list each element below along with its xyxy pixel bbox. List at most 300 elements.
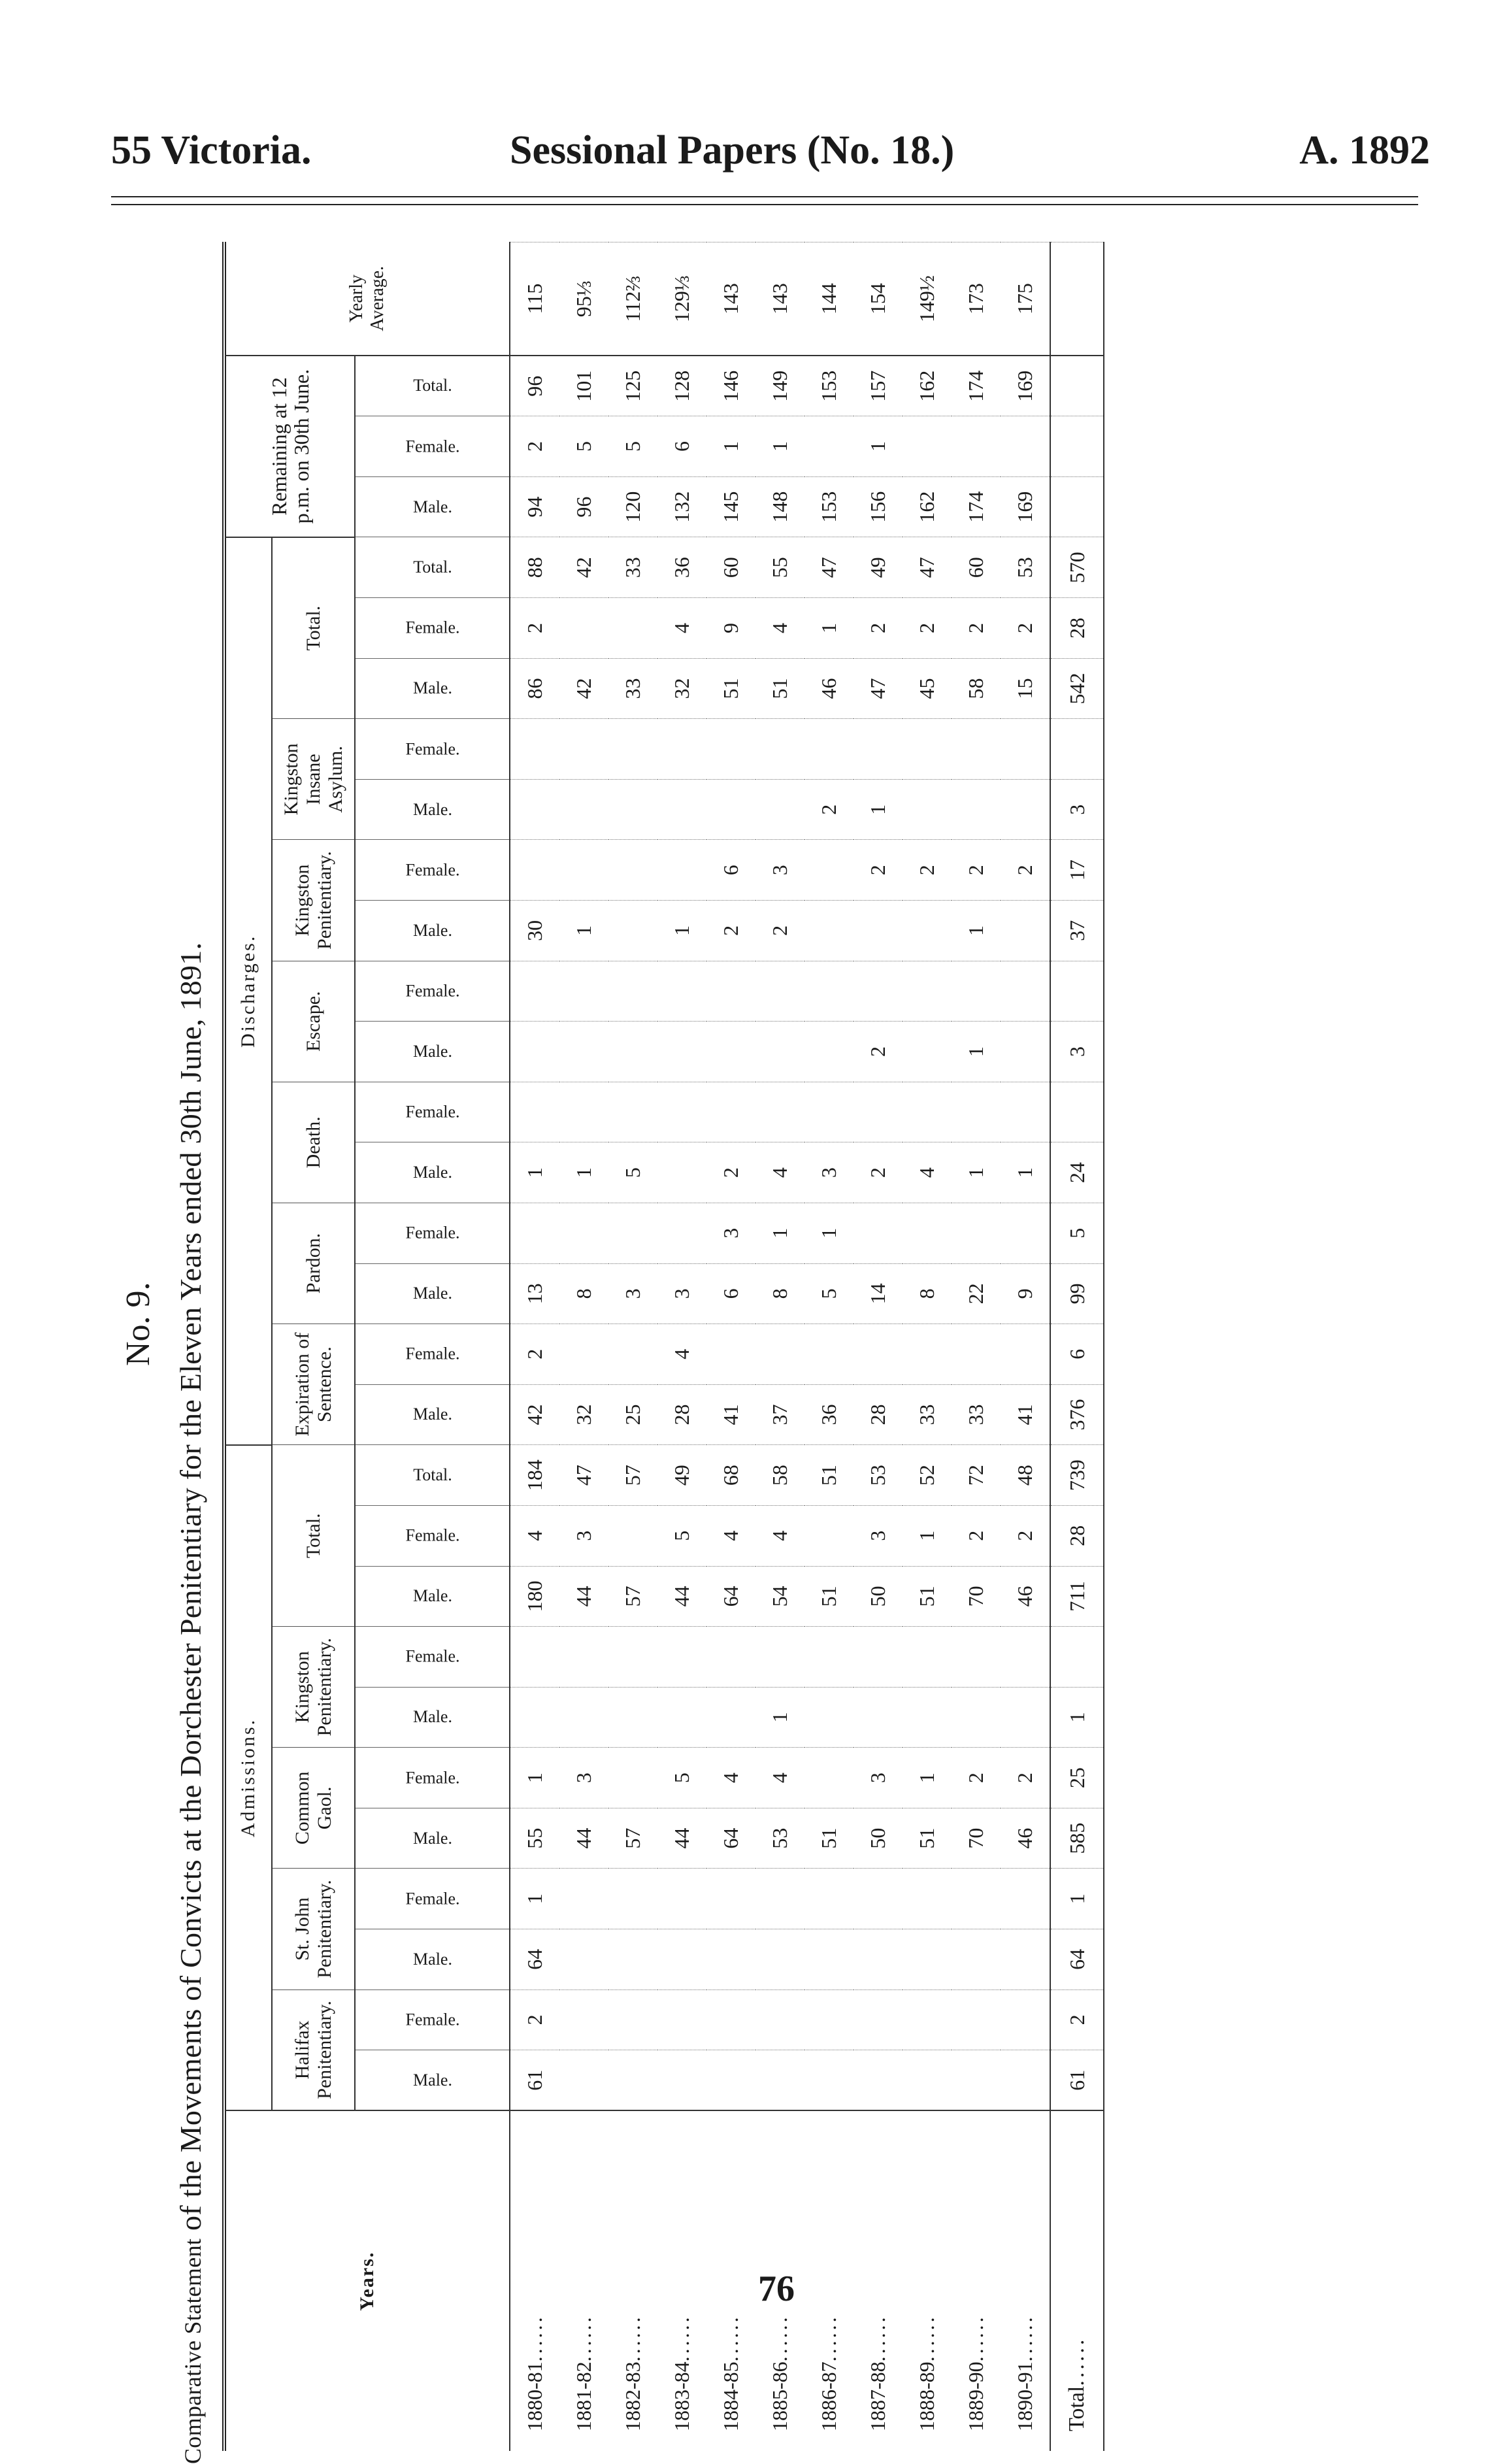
value-cell bbox=[804, 1505, 854, 1566]
value-cell bbox=[804, 1022, 854, 1082]
value-cell bbox=[657, 1082, 706, 1142]
value-cell bbox=[952, 1627, 1001, 1688]
total-col-header: Total. bbox=[355, 1445, 510, 1506]
value-cell bbox=[1050, 1627, 1104, 1688]
value-cell: 101 bbox=[559, 356, 608, 416]
value-cell: 1 bbox=[510, 1869, 559, 1929]
year-label: 1881-82 bbox=[572, 2361, 595, 2431]
value-cell bbox=[755, 961, 804, 1022]
value-cell: 3 bbox=[1050, 779, 1104, 840]
adm-total-header: Total. bbox=[272, 1445, 355, 1627]
value-cell bbox=[755, 779, 804, 840]
male-header: Male. bbox=[355, 1808, 510, 1869]
yearly-average-cell: 115 bbox=[510, 242, 559, 356]
value-cell: 1 bbox=[854, 779, 903, 840]
value-cell bbox=[804, 2050, 854, 2111]
table-row bbox=[854, 242, 903, 2452]
year-label: 1889-90 bbox=[964, 2361, 987, 2431]
value-cell bbox=[706, 1082, 755, 1142]
value-cell: 14 bbox=[854, 1263, 903, 1324]
value-cell bbox=[903, 1324, 952, 1385]
year-label: 1888-89 bbox=[915, 2361, 938, 2431]
value-cell bbox=[608, 2050, 657, 2111]
value-cell: 28 bbox=[1050, 598, 1104, 659]
value-cell bbox=[657, 719, 706, 780]
value-cell: 5 bbox=[1050, 1203, 1104, 1263]
value-cell: 46 bbox=[1001, 1566, 1050, 1627]
value-cell: 70 bbox=[952, 1566, 1001, 1627]
value-cell bbox=[510, 1687, 559, 1748]
female-header: Female. bbox=[355, 598, 510, 659]
value-cell bbox=[903, 1082, 952, 1142]
value-cell bbox=[608, 598, 657, 659]
value-cell: 1 bbox=[755, 1203, 804, 1263]
value-cell bbox=[1001, 779, 1050, 840]
value-cell: 169 bbox=[1001, 476, 1050, 537]
female-header: Female. bbox=[355, 719, 510, 780]
total-col-header: Total. bbox=[355, 537, 510, 598]
admissions-header: Admissions. bbox=[225, 1445, 272, 2111]
value-cell: 8 bbox=[903, 1263, 952, 1324]
value-cell: 4 bbox=[755, 598, 804, 659]
document-number: No. 9. bbox=[120, 1282, 157, 1366]
value-cell bbox=[657, 840, 706, 901]
value-cell bbox=[706, 779, 755, 840]
value-cell bbox=[510, 719, 559, 780]
value-cell bbox=[854, 901, 903, 961]
value-cell: 1 bbox=[1050, 1687, 1104, 1748]
page-header bbox=[111, 127, 1430, 180]
year-cell: 1881-82...... bbox=[559, 2110, 608, 2451]
value-cell: 120 bbox=[608, 476, 657, 537]
value-cell: 1 bbox=[755, 1687, 804, 1748]
value-cell: 174 bbox=[952, 476, 1001, 537]
table-row bbox=[657, 242, 706, 2452]
total-row bbox=[1050, 242, 1104, 2452]
yearly-average-cell: 129⅓ bbox=[657, 242, 706, 356]
male-header: Male. bbox=[355, 1687, 510, 1748]
yearly-average-cell: 154 bbox=[854, 242, 903, 356]
value-cell: 2 bbox=[510, 1324, 559, 1385]
value-cell bbox=[1001, 1022, 1050, 1082]
value-cell bbox=[608, 1929, 657, 1990]
value-cell: 32 bbox=[657, 658, 706, 719]
value-cell: 49 bbox=[657, 1445, 706, 1506]
value-cell: 47 bbox=[854, 658, 903, 719]
kingston-adm-header: Kingston Penitentiary. bbox=[272, 1627, 355, 1748]
value-cell bbox=[1050, 416, 1104, 477]
value-cell: 2 bbox=[854, 598, 903, 659]
value-cell bbox=[755, 1627, 804, 1688]
value-cell: 88 bbox=[510, 537, 559, 598]
header-rule-2 bbox=[111, 204, 1418, 205]
value-cell bbox=[804, 1687, 854, 1748]
yearly-average-cell: 95⅓ bbox=[559, 242, 608, 356]
value-cell bbox=[804, 1082, 854, 1142]
value-cell: 60 bbox=[706, 537, 755, 598]
value-cell bbox=[510, 779, 559, 840]
value-cell bbox=[755, 719, 804, 780]
value-cell: 9 bbox=[1001, 1263, 1050, 1324]
value-cell: 44 bbox=[559, 1808, 608, 1869]
value-cell: 711 bbox=[1050, 1566, 1104, 1627]
value-cell bbox=[510, 840, 559, 901]
value-cell bbox=[1001, 1869, 1050, 1929]
value-cell: 169 bbox=[1001, 356, 1050, 416]
value-cell: 1 bbox=[559, 901, 608, 961]
value-cell bbox=[854, 1687, 903, 1748]
value-cell bbox=[608, 1324, 657, 1385]
value-cell: 64 bbox=[1050, 1929, 1104, 1990]
value-cell: 2 bbox=[1001, 1505, 1050, 1566]
value-cell: 3 bbox=[804, 1142, 854, 1203]
title-rest: of the Movements of Convicts at the Dorchester Penitentiary for the Eleven Years ended 30th June, 1891. bbox=[174, 942, 207, 2239]
value-cell: 49 bbox=[854, 537, 903, 598]
value-cell bbox=[559, 1082, 608, 1142]
value-cell: 57 bbox=[608, 1445, 657, 1506]
year-label: 1890-91 bbox=[1013, 2361, 1036, 2431]
value-cell bbox=[952, 1324, 1001, 1385]
value-cell: 51 bbox=[804, 1445, 854, 1506]
value-cell: 2 bbox=[854, 1022, 903, 1082]
page-number: 76 bbox=[758, 2269, 795, 2309]
value-cell: 33 bbox=[608, 658, 657, 719]
value-cell bbox=[608, 1082, 657, 1142]
value-cell: 585 bbox=[1050, 1808, 1104, 1869]
value-cell bbox=[804, 719, 854, 780]
value-cell: 1 bbox=[510, 1748, 559, 1808]
female-header: Female. bbox=[355, 416, 510, 477]
value-cell: 2 bbox=[952, 1748, 1001, 1808]
value-cell: 58 bbox=[952, 658, 1001, 719]
year-label: 1886-87 bbox=[817, 2361, 840, 2431]
value-cell: 149 bbox=[755, 356, 804, 416]
title-small-caps: Comparative Statement bbox=[180, 2238, 206, 2464]
value-cell bbox=[804, 1748, 854, 1808]
value-cell bbox=[559, 779, 608, 840]
value-cell bbox=[608, 1203, 657, 1263]
value-cell: 4 bbox=[657, 1324, 706, 1385]
years-header: Years. bbox=[225, 2110, 510, 2451]
value-cell bbox=[559, 1990, 608, 2050]
value-cell: 51 bbox=[755, 658, 804, 719]
value-cell: 15 bbox=[1001, 658, 1050, 719]
value-cell: 45 bbox=[903, 658, 952, 719]
value-cell: 162 bbox=[903, 476, 952, 537]
value-cell bbox=[608, 1869, 657, 1929]
value-cell: 64 bbox=[510, 1929, 559, 1990]
value-cell bbox=[1001, 1324, 1050, 1385]
female-header: Female. bbox=[355, 1990, 510, 2050]
value-cell: 2 bbox=[510, 1990, 559, 2050]
value-cell bbox=[1001, 1687, 1050, 1748]
value-cell: 53 bbox=[1001, 537, 1050, 598]
value-cell: 96 bbox=[510, 356, 559, 416]
value-cell: 13 bbox=[510, 1263, 559, 1324]
table-row bbox=[1001, 242, 1050, 2452]
statement-table bbox=[225, 242, 1104, 2451]
value-cell: 25 bbox=[608, 1384, 657, 1445]
value-cell bbox=[1001, 1627, 1050, 1688]
value-cell: 2 bbox=[1001, 840, 1050, 901]
value-cell: 24 bbox=[1050, 1142, 1104, 1203]
death-header: Death. bbox=[272, 1082, 355, 1203]
dis-total-header: Total. bbox=[272, 537, 355, 719]
yearly-average-header: Yearly Average. bbox=[225, 242, 510, 356]
value-cell: 58 bbox=[755, 1445, 804, 1506]
value-cell: 5 bbox=[559, 416, 608, 477]
female-header: Female. bbox=[355, 1748, 510, 1808]
value-cell: 4 bbox=[706, 1505, 755, 1566]
table-row bbox=[952, 242, 1001, 2452]
value-cell: 28 bbox=[854, 1384, 903, 1445]
total-col-header: Total. bbox=[355, 356, 510, 416]
discharges-header: Discharges. bbox=[225, 537, 272, 1445]
value-cell bbox=[804, 1869, 854, 1929]
value-cell: 180 bbox=[510, 1566, 559, 1627]
value-cell bbox=[854, 2050, 903, 2111]
value-cell: 6 bbox=[706, 840, 755, 901]
value-cell bbox=[952, 779, 1001, 840]
yearly-average-cell bbox=[1050, 242, 1104, 356]
value-cell: 739 bbox=[1050, 1445, 1104, 1506]
value-cell bbox=[559, 840, 608, 901]
value-cell bbox=[657, 1687, 706, 1748]
value-cell bbox=[1050, 356, 1104, 416]
year-label: 1884-85 bbox=[719, 2361, 742, 2431]
table-row bbox=[706, 242, 755, 2452]
table-row bbox=[559, 242, 608, 2452]
value-cell bbox=[1001, 1082, 1050, 1142]
value-cell: 3 bbox=[608, 1263, 657, 1324]
value-cell: 36 bbox=[657, 537, 706, 598]
value-cell bbox=[657, 779, 706, 840]
value-cell bbox=[608, 719, 657, 780]
year-label: Total bbox=[1065, 2386, 1089, 2431]
value-cell: 2 bbox=[706, 901, 755, 961]
value-cell: 1 bbox=[903, 1748, 952, 1808]
value-cell: 96 bbox=[559, 476, 608, 537]
value-cell: 64 bbox=[706, 1808, 755, 1869]
year-label: 1880-81 bbox=[523, 2361, 546, 2431]
value-cell: 53 bbox=[755, 1808, 804, 1869]
year-cell: 1886-87...... bbox=[804, 2110, 854, 2451]
value-cell bbox=[559, 1627, 608, 1688]
common-gaol-header: Common Gaol. bbox=[272, 1748, 355, 1869]
female-header: Female. bbox=[355, 1203, 510, 1263]
value-cell: 2 bbox=[510, 598, 559, 659]
value-cell bbox=[559, 598, 608, 659]
value-cell bbox=[559, 719, 608, 780]
value-cell bbox=[755, 1929, 804, 1990]
insane-asylum-header: Kingston Insane Asylum. bbox=[272, 719, 355, 840]
value-cell bbox=[1001, 1990, 1050, 2050]
value-cell: 32 bbox=[559, 1384, 608, 1445]
value-cell: 33 bbox=[608, 537, 657, 598]
value-cell bbox=[510, 1203, 559, 1263]
female-header: Female. bbox=[355, 1082, 510, 1142]
value-cell: 55 bbox=[755, 537, 804, 598]
value-cell: 2 bbox=[854, 840, 903, 901]
value-cell: 3 bbox=[854, 1505, 903, 1566]
value-cell: 46 bbox=[1001, 1808, 1050, 1869]
value-cell bbox=[608, 1022, 657, 1082]
value-cell: 2 bbox=[1001, 1748, 1050, 1808]
value-cell: 4 bbox=[706, 1748, 755, 1808]
value-cell: 8 bbox=[559, 1263, 608, 1324]
value-cell bbox=[510, 961, 559, 1022]
value-cell: 145 bbox=[706, 476, 755, 537]
value-cell bbox=[608, 1990, 657, 2050]
value-cell: 70 bbox=[952, 1808, 1001, 1869]
value-cell bbox=[1001, 901, 1050, 961]
value-cell: 132 bbox=[657, 476, 706, 537]
year-cell: 1889-90...... bbox=[952, 2110, 1001, 2451]
value-cell: 376 bbox=[1050, 1384, 1104, 1445]
value-cell: 54 bbox=[755, 1566, 804, 1627]
value-cell bbox=[1001, 1203, 1050, 1263]
male-header: Male. bbox=[355, 1263, 510, 1324]
table-row bbox=[755, 242, 804, 2452]
male-header: Male. bbox=[355, 779, 510, 840]
value-cell: 6 bbox=[657, 416, 706, 477]
value-cell: 3 bbox=[559, 1505, 608, 1566]
male-header: Male. bbox=[355, 658, 510, 719]
value-cell: 153 bbox=[804, 476, 854, 537]
female-header: Female. bbox=[355, 1627, 510, 1688]
value-cell: 2 bbox=[903, 840, 952, 901]
table-row bbox=[608, 242, 657, 2452]
year-cell: 1890-91...... bbox=[1001, 2110, 1050, 2451]
value-cell: 184 bbox=[510, 1445, 559, 1506]
value-cell bbox=[903, 901, 952, 961]
male-header: Male. bbox=[355, 1384, 510, 1445]
value-cell bbox=[608, 840, 657, 901]
value-cell: 1 bbox=[952, 901, 1001, 961]
value-cell: 44 bbox=[657, 1808, 706, 1869]
value-cell bbox=[952, 1990, 1001, 2050]
value-cell bbox=[559, 1869, 608, 1929]
value-cell bbox=[559, 1324, 608, 1385]
kingston-dis-header: Kingston Penitentiary. bbox=[272, 840, 355, 961]
value-cell: 4 bbox=[510, 1505, 559, 1566]
value-cell: 570 bbox=[1050, 537, 1104, 598]
value-cell: 2 bbox=[804, 779, 854, 840]
value-cell bbox=[559, 2050, 608, 2111]
value-cell: 51 bbox=[903, 1808, 952, 1869]
value-cell bbox=[657, 1990, 706, 2050]
value-cell: 156 bbox=[854, 476, 903, 537]
value-cell: 4 bbox=[755, 1505, 804, 1566]
value-cell: 33 bbox=[903, 1384, 952, 1445]
year-label: 1883-84 bbox=[670, 2361, 693, 2431]
value-cell: 157 bbox=[854, 356, 903, 416]
value-cell: 162 bbox=[903, 356, 952, 416]
value-cell bbox=[559, 1687, 608, 1748]
year-cell: 1883-84...... bbox=[657, 2110, 706, 2451]
value-cell bbox=[952, 1687, 1001, 1748]
female-header: Female. bbox=[355, 1324, 510, 1385]
value-cell: 41 bbox=[706, 1384, 755, 1445]
table-body bbox=[510, 242, 1104, 2452]
value-cell: 5 bbox=[608, 416, 657, 477]
value-cell bbox=[854, 1869, 903, 1929]
value-cell: 5 bbox=[657, 1748, 706, 1808]
table-row bbox=[903, 242, 952, 2452]
header-right: A. 1892 bbox=[1299, 128, 1430, 173]
value-cell: 51 bbox=[903, 1566, 952, 1627]
value-cell: 153 bbox=[804, 356, 854, 416]
value-cell: 47 bbox=[903, 537, 952, 598]
value-cell: 3 bbox=[854, 1748, 903, 1808]
value-cell bbox=[903, 779, 952, 840]
value-cell bbox=[804, 840, 854, 901]
value-cell: 25 bbox=[1050, 1748, 1104, 1808]
value-cell bbox=[706, 1869, 755, 1929]
value-cell bbox=[903, 719, 952, 780]
value-cell: 86 bbox=[510, 658, 559, 719]
year-label: 1882-83 bbox=[621, 2361, 644, 2431]
male-header: Male. bbox=[355, 476, 510, 537]
value-cell: 1 bbox=[755, 416, 804, 477]
value-cell: 37 bbox=[755, 1384, 804, 1445]
value-cell bbox=[657, 1203, 706, 1263]
value-cell: 1 bbox=[854, 416, 903, 477]
value-cell bbox=[657, 1869, 706, 1929]
value-cell: 42 bbox=[510, 1384, 559, 1445]
pardon-header: Pardon. bbox=[272, 1203, 355, 1324]
year-label: 1885-86 bbox=[768, 2361, 791, 2431]
value-cell: 148 bbox=[755, 476, 804, 537]
value-cell: 9 bbox=[706, 598, 755, 659]
value-cell bbox=[903, 1022, 952, 1082]
value-cell: 46 bbox=[804, 658, 854, 719]
yearly-average-cell: 149½ bbox=[903, 242, 952, 356]
value-cell bbox=[755, 1082, 804, 1142]
value-cell bbox=[706, 1022, 755, 1082]
value-cell bbox=[1050, 961, 1104, 1022]
value-cell bbox=[1001, 416, 1050, 477]
value-cell: 1 bbox=[1001, 1142, 1050, 1203]
value-cell: 1 bbox=[559, 1142, 608, 1203]
value-cell bbox=[903, 961, 952, 1022]
value-cell bbox=[854, 719, 903, 780]
value-cell bbox=[854, 1082, 903, 1142]
value-cell: 4 bbox=[755, 1748, 804, 1808]
value-cell: 1 bbox=[952, 1142, 1001, 1203]
male-header: Male. bbox=[355, 1022, 510, 1082]
value-cell: 4 bbox=[755, 1142, 804, 1203]
value-cell bbox=[657, 1929, 706, 1990]
value-cell: 4 bbox=[657, 598, 706, 659]
yearly-average-cell: 144 bbox=[804, 242, 854, 356]
escape-header: Escape. bbox=[272, 961, 355, 1082]
halifax-header: Halifax Penitentiary. bbox=[272, 1990, 355, 2110]
value-cell: 94 bbox=[510, 476, 559, 537]
value-cell: 57 bbox=[608, 1566, 657, 1627]
year-cell: 1880-81...... bbox=[510, 2110, 559, 2451]
value-cell bbox=[510, 1022, 559, 1082]
value-cell: 1 bbox=[804, 1203, 854, 1263]
value-cell bbox=[854, 1627, 903, 1688]
value-cell bbox=[854, 961, 903, 1022]
value-cell bbox=[804, 1324, 854, 1385]
value-cell bbox=[657, 961, 706, 1022]
stjohn-header: St. John Penitentiary. bbox=[272, 1869, 355, 1990]
rotated-table-page bbox=[111, 216, 1418, 2464]
value-cell: 30 bbox=[510, 901, 559, 961]
value-cell bbox=[657, 1022, 706, 1082]
